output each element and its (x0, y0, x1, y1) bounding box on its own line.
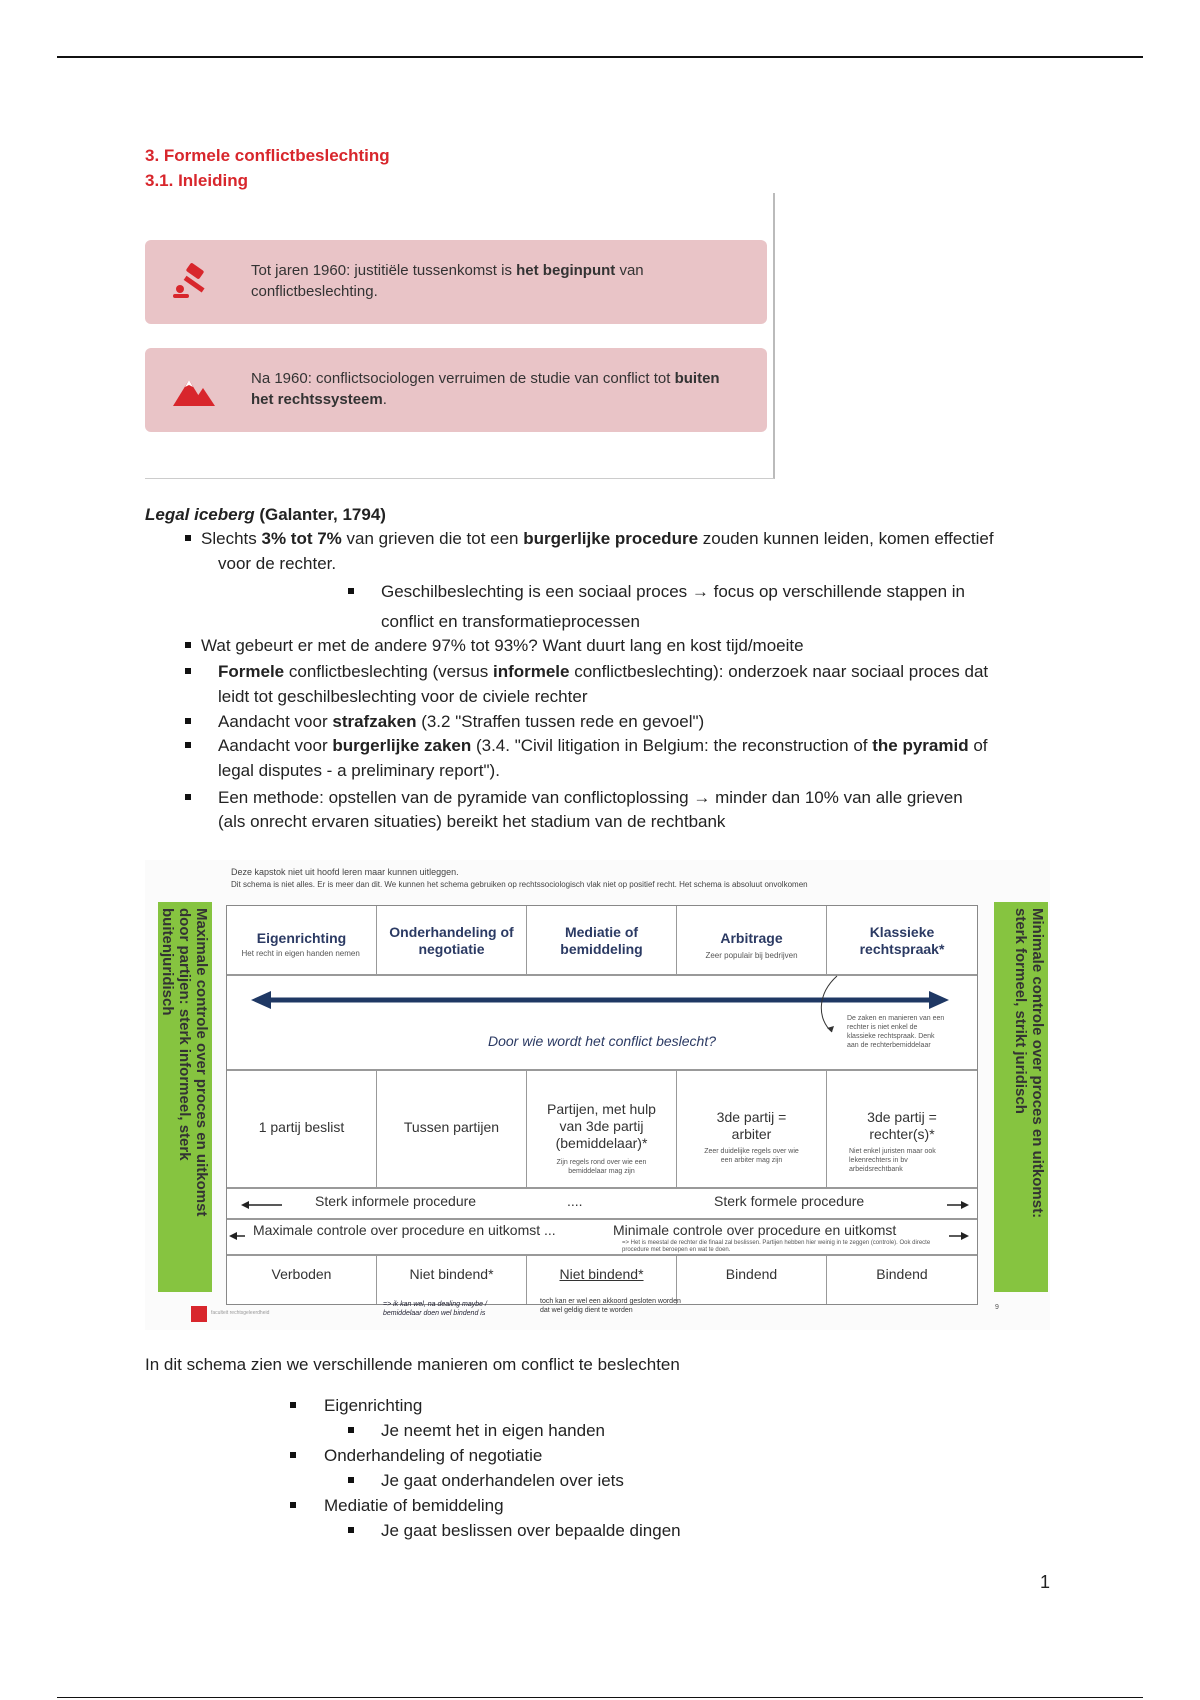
col-onderhandeling (377, 906, 527, 974)
col-klassieke-rechtspraak (827, 906, 977, 974)
bullet-marker (348, 588, 354, 594)
method-2: Onderhandeling of negotiatie (324, 1446, 543, 1465)
banner-text: Tot jaren 1960: justitiële tussenkomst is het beginpunt van conflictbeslechting. (251, 262, 644, 300)
bullet-5: Aandacht voor burgerlijke zaken (3.4. "Civil litigation in Belgium: the reconstruction of the pyramid of (218, 736, 988, 755)
bullet-6-line1: Een methode: opstellen van de pyramide van conflictoplossing → minder dan 10% van alle grieven (218, 788, 963, 807)
binding-cell (827, 1254, 977, 1304)
schema-intro: In dit schema zien we verschillende manieren om conflict te beslechten (145, 1355, 680, 1374)
who-text: 3de partij = arbiter (716, 1109, 787, 1142)
formal-procedure-label: Sterk formele procedure (714, 1193, 865, 1209)
bullet-1-sub-line2: conflict en transformatieprocessen (381, 612, 640, 631)
bottom-rule (57, 1697, 1143, 1698)
diagram-intro-1: Deze kapstok niet uit hoofd leren maar kunnen uitleggen. (231, 867, 459, 877)
method-3-sub: Je gaat beslissen over bepaalde dingen (381, 1521, 681, 1540)
col-title: Eigenrichting (256, 930, 347, 946)
iceberg-title: Legal iceberg (Galanter, 1794) (145, 505, 386, 524)
binding-text: Bindend (876, 1266, 928, 1282)
left-bar-line3: buitenjuridisch (159, 908, 176, 1016)
subsection-heading: 3.1. Inleiding (145, 171, 248, 190)
method-1: Eigenrichting (324, 1396, 423, 1415)
banner-frame (145, 193, 775, 479)
bullet-3-cont: leidt tot geschilbeslechting voor de civiele rechter (218, 687, 588, 706)
slide-number: 9 (995, 1304, 999, 1311)
bullet-marker (185, 668, 191, 674)
who-note: Zijn regels rond over wie een bemiddelaar mag zijn (556, 1159, 647, 1175)
binding-text: Bindend (725, 1266, 778, 1282)
bullet-marker (185, 794, 191, 800)
banner-text: Na 1960: conflictsociologen verruimen de studie van conflict tot buiten het rechtssysteem. (251, 370, 720, 408)
page-number: 1 (1040, 1572, 1051, 1592)
who-note: Niet enkel juristen maar ook lekenrechters in bv arbeidsrechtbank (849, 1148, 936, 1173)
gavel-icon (171, 262, 215, 302)
bullet-3: Formele conflictbeslechting (versus informele conflictbeslechting): onderzoek naar sociaal proces dat (218, 662, 989, 681)
banner-1960-before (145, 240, 767, 324)
banner-1960-after (145, 348, 767, 432)
col-sub: Zeer populair bij bedrijven (705, 951, 798, 960)
diagram-grid (226, 905, 978, 1305)
bullet-marker (290, 1452, 296, 1458)
who-text: 1 partij beslist (258, 1119, 345, 1135)
binding-cell (377, 1254, 527, 1304)
col-eigenrichting (227, 906, 377, 974)
binding-cell (227, 1254, 377, 1304)
bullet-marker (290, 1502, 296, 1508)
bullet-1-sub-line1: Geschilbeslechting is een sociaal proces → focus op verschillende stappen in (381, 582, 965, 601)
question-label: Door wie wordt het conflict beslecht? (488, 1033, 716, 1049)
binding-text: Verboden (271, 1266, 332, 1282)
bullet-6-line2: (als onrecht ervaren situaties) bereikt het stadium van de rechtbank (218, 812, 726, 831)
bullet-1: Slechts 3% tot 7% van grieven die tot een burgerlijke procedure zouden kunnen leiden, komen effectief (201, 529, 994, 548)
bullet-5-cont: legal disputes - a preliminary report"). (218, 761, 500, 780)
min-control-note: => Het is meestal de rechter die finaal zal beslissen. Partijen hebben hier weinig in te zeggen (controle). Ook directe procedure met beroepen en wat te doen. (622, 1240, 931, 1253)
top-rule (57, 56, 1143, 58)
bullet-marker (348, 1427, 354, 1433)
binding-cell (677, 1254, 827, 1304)
binding-text: Niet bindend* (409, 1266, 494, 1282)
col-title: Arbitrage (720, 930, 783, 946)
conflict-resolution-diagram (145, 860, 1050, 1330)
bullet-marker (185, 642, 191, 648)
who-note: Zeer duidelijke regels over wie een arbiter mag zijn (704, 1148, 799, 1164)
handwritten-note-1: => ik kan wel, na dealing maybe / bemiddelaar doen wel bindend is (383, 1301, 487, 1317)
method-1-sub: Je neemt het in eigen handen (381, 1421, 606, 1440)
col-arbitrage (677, 906, 827, 974)
method-2-sub: Je gaat onderhandelen over iets (381, 1471, 624, 1490)
bullet-marker (185, 718, 191, 724)
university-logo (191, 1306, 207, 1322)
handwritten-note-2: toch kan er wel een akkoord gesloten worden dat wel geldig dient te worden (540, 1298, 681, 1314)
who-cell (827, 1069, 977, 1187)
who-text: Partijen, met hulp van 3de partij (bemiddelaar)* (547, 1101, 656, 1151)
who-cell (227, 1069, 377, 1187)
bullet-1-cont: voor de rechter. (218, 554, 337, 573)
bullet-marker (185, 535, 191, 541)
who-text: Tussen partijen (403, 1119, 500, 1135)
arrow-note: De zaken en manieren van een rechter is niet enkel de klassieke rechtspraak. Denk aan de rechterbemiddelaar (847, 1015, 945, 1049)
binding-text: Niet bindend* (559, 1266, 644, 1282)
right-bar-line2: sterk formeel, strikt juridisch (1012, 908, 1029, 1114)
mountain-icon (171, 370, 215, 410)
informal-procedure-label: Sterk informele procedure (315, 1193, 477, 1209)
bullet-marker (185, 742, 191, 748)
col-title: Onderhandeling of negotiatie (389, 924, 514, 957)
bullet-2: Wat gebeurt er met de andere 97% tot 93%? Want duurt lang en kost tijd/moeite (201, 636, 804, 655)
section-heading: 3. Formele conflictbeslechting (145, 146, 390, 165)
who-text: 3de partij = rechter(s)* (867, 1109, 937, 1142)
method-3: Mediatie of bemiddeling (324, 1496, 504, 1515)
max-control-label: Maximale controle over procedure en uitkomst ... (253, 1222, 556, 1238)
diagram-intro-2: Dit schema is niet alles. Er is meer dan dit. We kunnen het schema gebruiken op rechtssociologisch vlak niet op positief recht. Het schema is absoluut onvolkomen (231, 880, 808, 889)
right-bar-line1: Minimale controle over proces en uitkomst: (1029, 908, 1046, 1219)
col-sub: Het recht in eigen handen nemen (241, 949, 360, 958)
who-cell (677, 1069, 827, 1187)
col-title: Klassieke rechtspraak* (859, 924, 945, 957)
bullet-4: Aandacht voor strafzaken (3.2 "Straffen tussen rede en gevoel") (218, 712, 705, 731)
bullet-marker (348, 1527, 354, 1533)
left-bar-line1: Maximale controle over proces en uitkomst (193, 908, 210, 1217)
col-mediatie (527, 906, 677, 974)
col-title: Mediatie of bemiddeling (560, 924, 643, 957)
who-cell (527, 1069, 677, 1187)
bullet-marker (290, 1402, 296, 1408)
logo-text: faculteit rechtsgeleerdheid (211, 1310, 270, 1316)
min-control-label: Minimale controle over procedure en uitkomst (613, 1222, 897, 1238)
dots-label: .... (567, 1193, 583, 1209)
bullet-marker (348, 1477, 354, 1483)
who-cell (377, 1069, 527, 1187)
left-bar-line2: door partijen: sterk informeel, sterk (176, 908, 193, 1161)
